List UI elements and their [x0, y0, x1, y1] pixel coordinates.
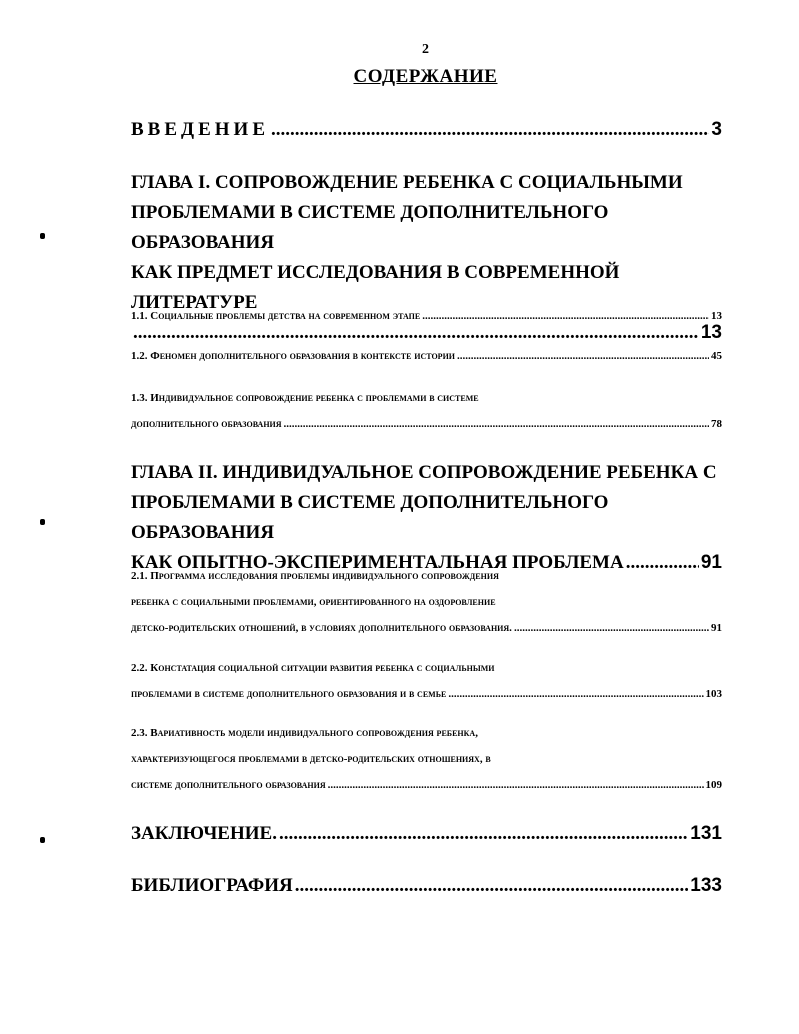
toc-page-number: 45	[711, 350, 722, 362]
chapter-title-line: ПРОБЛЕМАМИ В СИСТЕМЕ ДОПОЛНИТЕЛЬНОГО ОБРАЗОВАНИЯ	[131, 492, 609, 543]
binder-mark	[40, 233, 45, 239]
toc-page-number: 109	[705, 779, 722, 791]
toc-page-number: 3	[711, 119, 722, 140]
toc-entry-bibliography[interactable]	[131, 871, 722, 901]
toc-page-number: 78	[711, 418, 722, 430]
section-title: 1.1. Социальные проблемы детства на современном этапе	[131, 310, 421, 322]
toc-entry-label: ЗАКЛЮЧЕНИЕ.	[131, 823, 277, 844]
dot-leader	[422, 303, 709, 329]
toc-entry-label: ВВЕДЕНИЕ	[131, 119, 269, 140]
toc-page-number: 91	[700, 552, 722, 573]
toc-page-number: 131	[690, 823, 722, 844]
dot-leader	[295, 871, 689, 901]
section-title-line: системе дополнительного образования	[131, 779, 326, 791]
toc-entry-section-1-1[interactable]	[131, 303, 722, 329]
toc-page-number: 13	[700, 322, 722, 343]
section-title: 1.2. Феномен дополнительного образования в контексте истории	[131, 350, 456, 362]
dot-leader	[271, 115, 709, 145]
dot-leader	[328, 772, 704, 798]
section-title-line: 2.2. Констатация социальной ситуации развития ребенка с социальными	[131, 662, 495, 674]
toc-page-number: 91	[711, 622, 722, 634]
chapter-title-line: ГЛАВА I. СОПРОВОЖДЕНИЕ РЕБЕНКА С СОЦИАЛЬНЫМИ	[131, 172, 683, 193]
page-number: 2	[422, 42, 429, 57]
toc-entry-section-2-1[interactable]	[131, 563, 722, 641]
toc-entry-conclusion[interactable]	[131, 819, 722, 849]
section-title-line: дополнительного образования	[131, 418, 282, 430]
dot-leader	[279, 819, 688, 849]
toc-page-number: 13	[711, 310, 722, 322]
chapter-title-line: ПРОБЛЕМАМИ В СИСТЕМЕ ДОПОЛНИТЕЛЬНОГО ОБРАЗОВАНИЯ	[131, 202, 609, 253]
toc-entry-section-1-3[interactable]	[131, 385, 722, 437]
section-title-line: детско-родительских отношений, в условиях дополнительного образования.	[131, 622, 512, 634]
section-title-line: 2.1. Программа исследования проблемы индивидуального сопровождения	[131, 570, 499, 582]
section-title-line: ребенка с социальными проблемами, ориентированного на оздоровление	[131, 596, 496, 608]
toc-page-number: 133	[690, 875, 722, 896]
toc-entry-label: БИБЛИОГРАФИЯ	[131, 875, 293, 896]
dot-leader	[457, 343, 709, 369]
toc-entry-section-1-2[interactable]	[131, 343, 722, 369]
chapter-title-line: КАК ОПЫТНО-ЭКСПЕРИМЕНТАЛЬНАЯ ПРОБЛЕМА	[131, 552, 624, 573]
toc-page-number: 103	[705, 688, 722, 700]
section-title-line: 1.3. Индивидуальное сопровождение ребенка с проблемами в системе	[131, 392, 479, 404]
toc-entry-section-2-2[interactable]	[131, 655, 722, 707]
toc-entry-intro[interactable]	[131, 115, 722, 145]
page-title: СОДЕРЖАНИЕ	[353, 66, 498, 87]
binder-mark	[40, 519, 45, 525]
binder-mark	[40, 837, 45, 843]
section-title-line: характеризующегося проблемами в детско-родительских отношениях, в	[131, 753, 491, 765]
dot-leader	[448, 681, 703, 707]
chapter-title-line: КАК ПРЕДМЕТ ИССЛЕДОВАНИЯ В СОВРЕМЕННОЙ ЛИТЕРАТУРЕ	[131, 262, 620, 313]
section-title-line: 2.3. Вариативность модели индивидуального сопровождения ребенка,	[131, 727, 478, 739]
section-title-line: проблемами в системе дополнительного образования и в семье	[131, 688, 447, 700]
chapter-title-line: ГЛАВА II. ИНДИВИДУАЛЬНОЕ СОПРОВОЖДЕНИЕ РЕБЕНКА С	[131, 462, 717, 483]
toc-entry-chapter-2[interactable]	[131, 458, 722, 578]
dot-leader	[284, 411, 709, 437]
dot-leader	[514, 615, 709, 641]
toc-entry-section-2-3[interactable]	[131, 720, 722, 798]
